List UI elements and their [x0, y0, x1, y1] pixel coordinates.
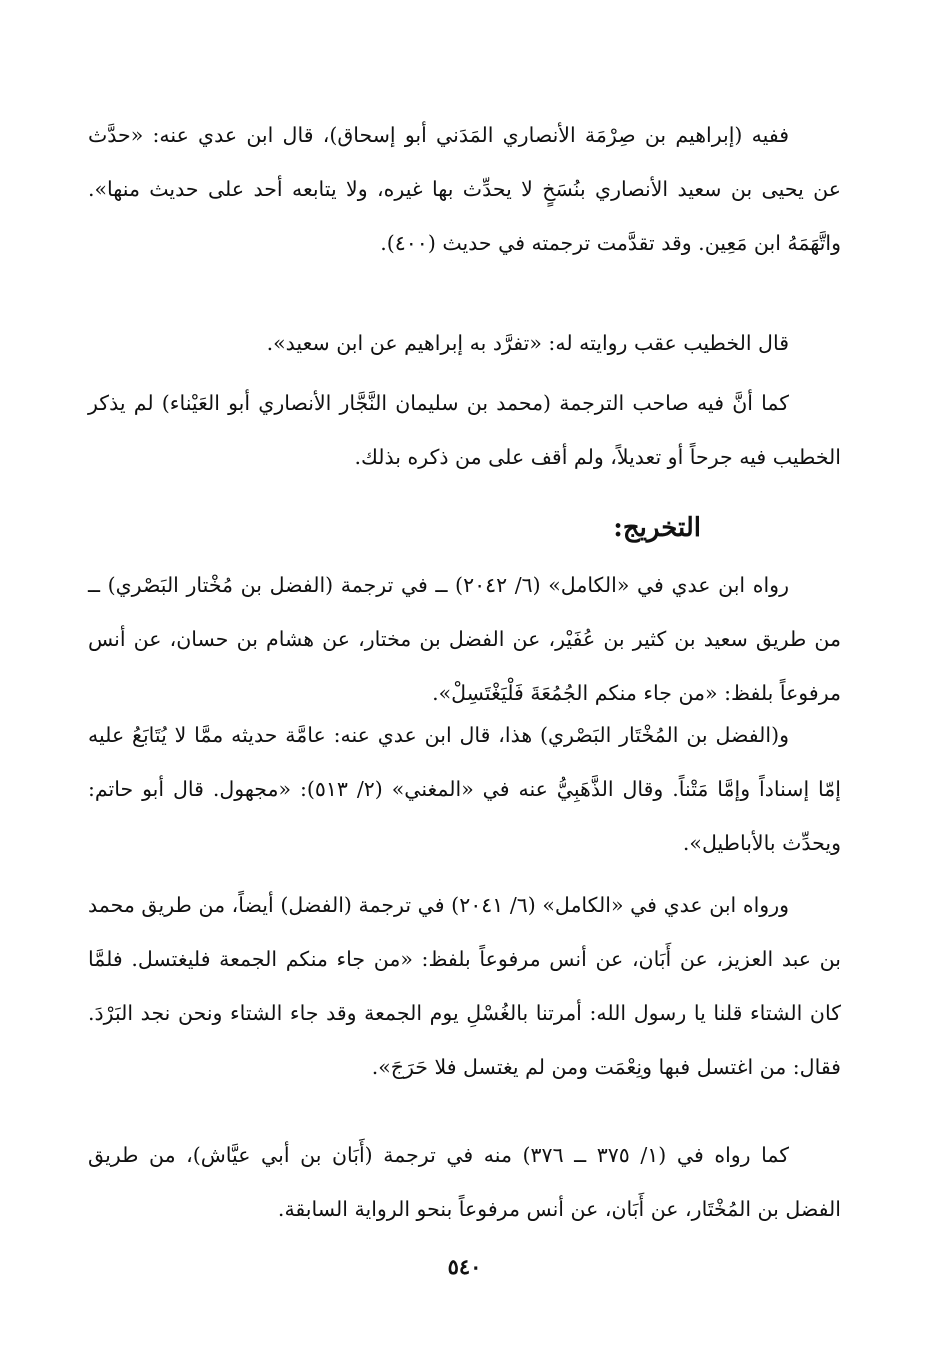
paragraph-text: قال الخطيب عقب روايته له: «تفرَّد به إبراهيم عن ابن سعيد».	[266, 331, 789, 355]
paragraph-khatib-note	[88, 316, 841, 370]
paragraph-text: رواه ابن عدي في «الكامل» (٦/ ٢٠٤٢) ــ في ترجمة (الفضل بن مُخْتار البَصْري) ــ من طريق سعيد بن كثير بن عُفَيْر، عن الفضل بن مختار، عن هشام بن حسان، عن أنس مرفوعاً بلفظ: «من جاء منكم الجُمُعَةَ فَلْيَغْتَسِلْ».	[88, 573, 841, 705]
paragraph-text: و(الفضل بن المُخْتَار البَصْري) هذا، قال ابن عدي عنه: عامَّة حديثه ممَّا لا يُتَابَعُ عليه إمّا إسناداً وإمَّا مَتْناً. وقال الذَّهَبِيُّ عنه في «المغني» (٢/ ٥١٣): «مجهول. قال أبو حاتم: ويحدِّث بالأباطيل».	[88, 723, 841, 855]
section-heading-takhrij: التخريج:	[613, 513, 701, 543]
paragraph-takhrij-3	[88, 1128, 841, 1236]
paragraph-text: كما أنَّ فيه صاحب الترجمة (محمد بن سليمان النَّجَّار الأنصاري أبو العَيْناء) لم يذكر الخطيب فيه جرحاً أو تعديلاً، ولم أقف على من ذكره بذلك.	[88, 391, 841, 469]
paragraph-takhrij-2	[88, 878, 841, 1094]
paragraph-text: كما رواه في (١/ ٣٧٥ ــ ٣٧٦) منه في ترجمة (أَبَان بن أبي عيَّاش)، من طريق الفضل بن المُخْتَار، عن أَبَان، عن أنس مرفوعاً بنحو الرواية السابقة.	[88, 1143, 841, 1221]
paragraph-takhrij-1	[88, 558, 841, 720]
paragraph-text: ورواه ابن عدي في «الكامل» (٦/ ٢٠٤١) في ترجمة (الفضل) أيضاً، من طريق محمد بن عبد العزيز، عن أَبَان، عن أنس مرفوعاً بلفظ: «من جاء منكم الجمعة فليغتسل. فلمَّا كان الشتاء قلنا يا رسول الله: أمرتنا بالغُسْلِ يوم الجمعة وقد جاء الشتاء ونحن نجد البَرْدَ. فقال: من اغتسل فبها ونِعْمَت ومن لم يغتسل فلا حَرَجَ».	[88, 893, 841, 1079]
paragraph-narrator-muhammad	[88, 376, 841, 484]
document-page	[88, 108, 841, 1311]
paragraph-text: ففيه (إبراهيم بن صِرْمَة الأنصاري المَدَني أبو إسحاق)، قال ابن عدي عنه: «حدَّث عن يحيى بن سعيد الأنصاري بنُسَخٍ لا يحدِّث بها غيره، ولا يتابعه أحد على حديث منها». واتَّهَمَهُ ابن مَعِين. وقد تقدَّمت ترجمته في حديث (٤٠٠).	[88, 123, 841, 255]
page-number: ٥٤٠	[447, 1254, 482, 1279]
paragraph-narrator-ibrahim	[88, 108, 841, 270]
paragraph-fadl-note	[88, 708, 841, 870]
